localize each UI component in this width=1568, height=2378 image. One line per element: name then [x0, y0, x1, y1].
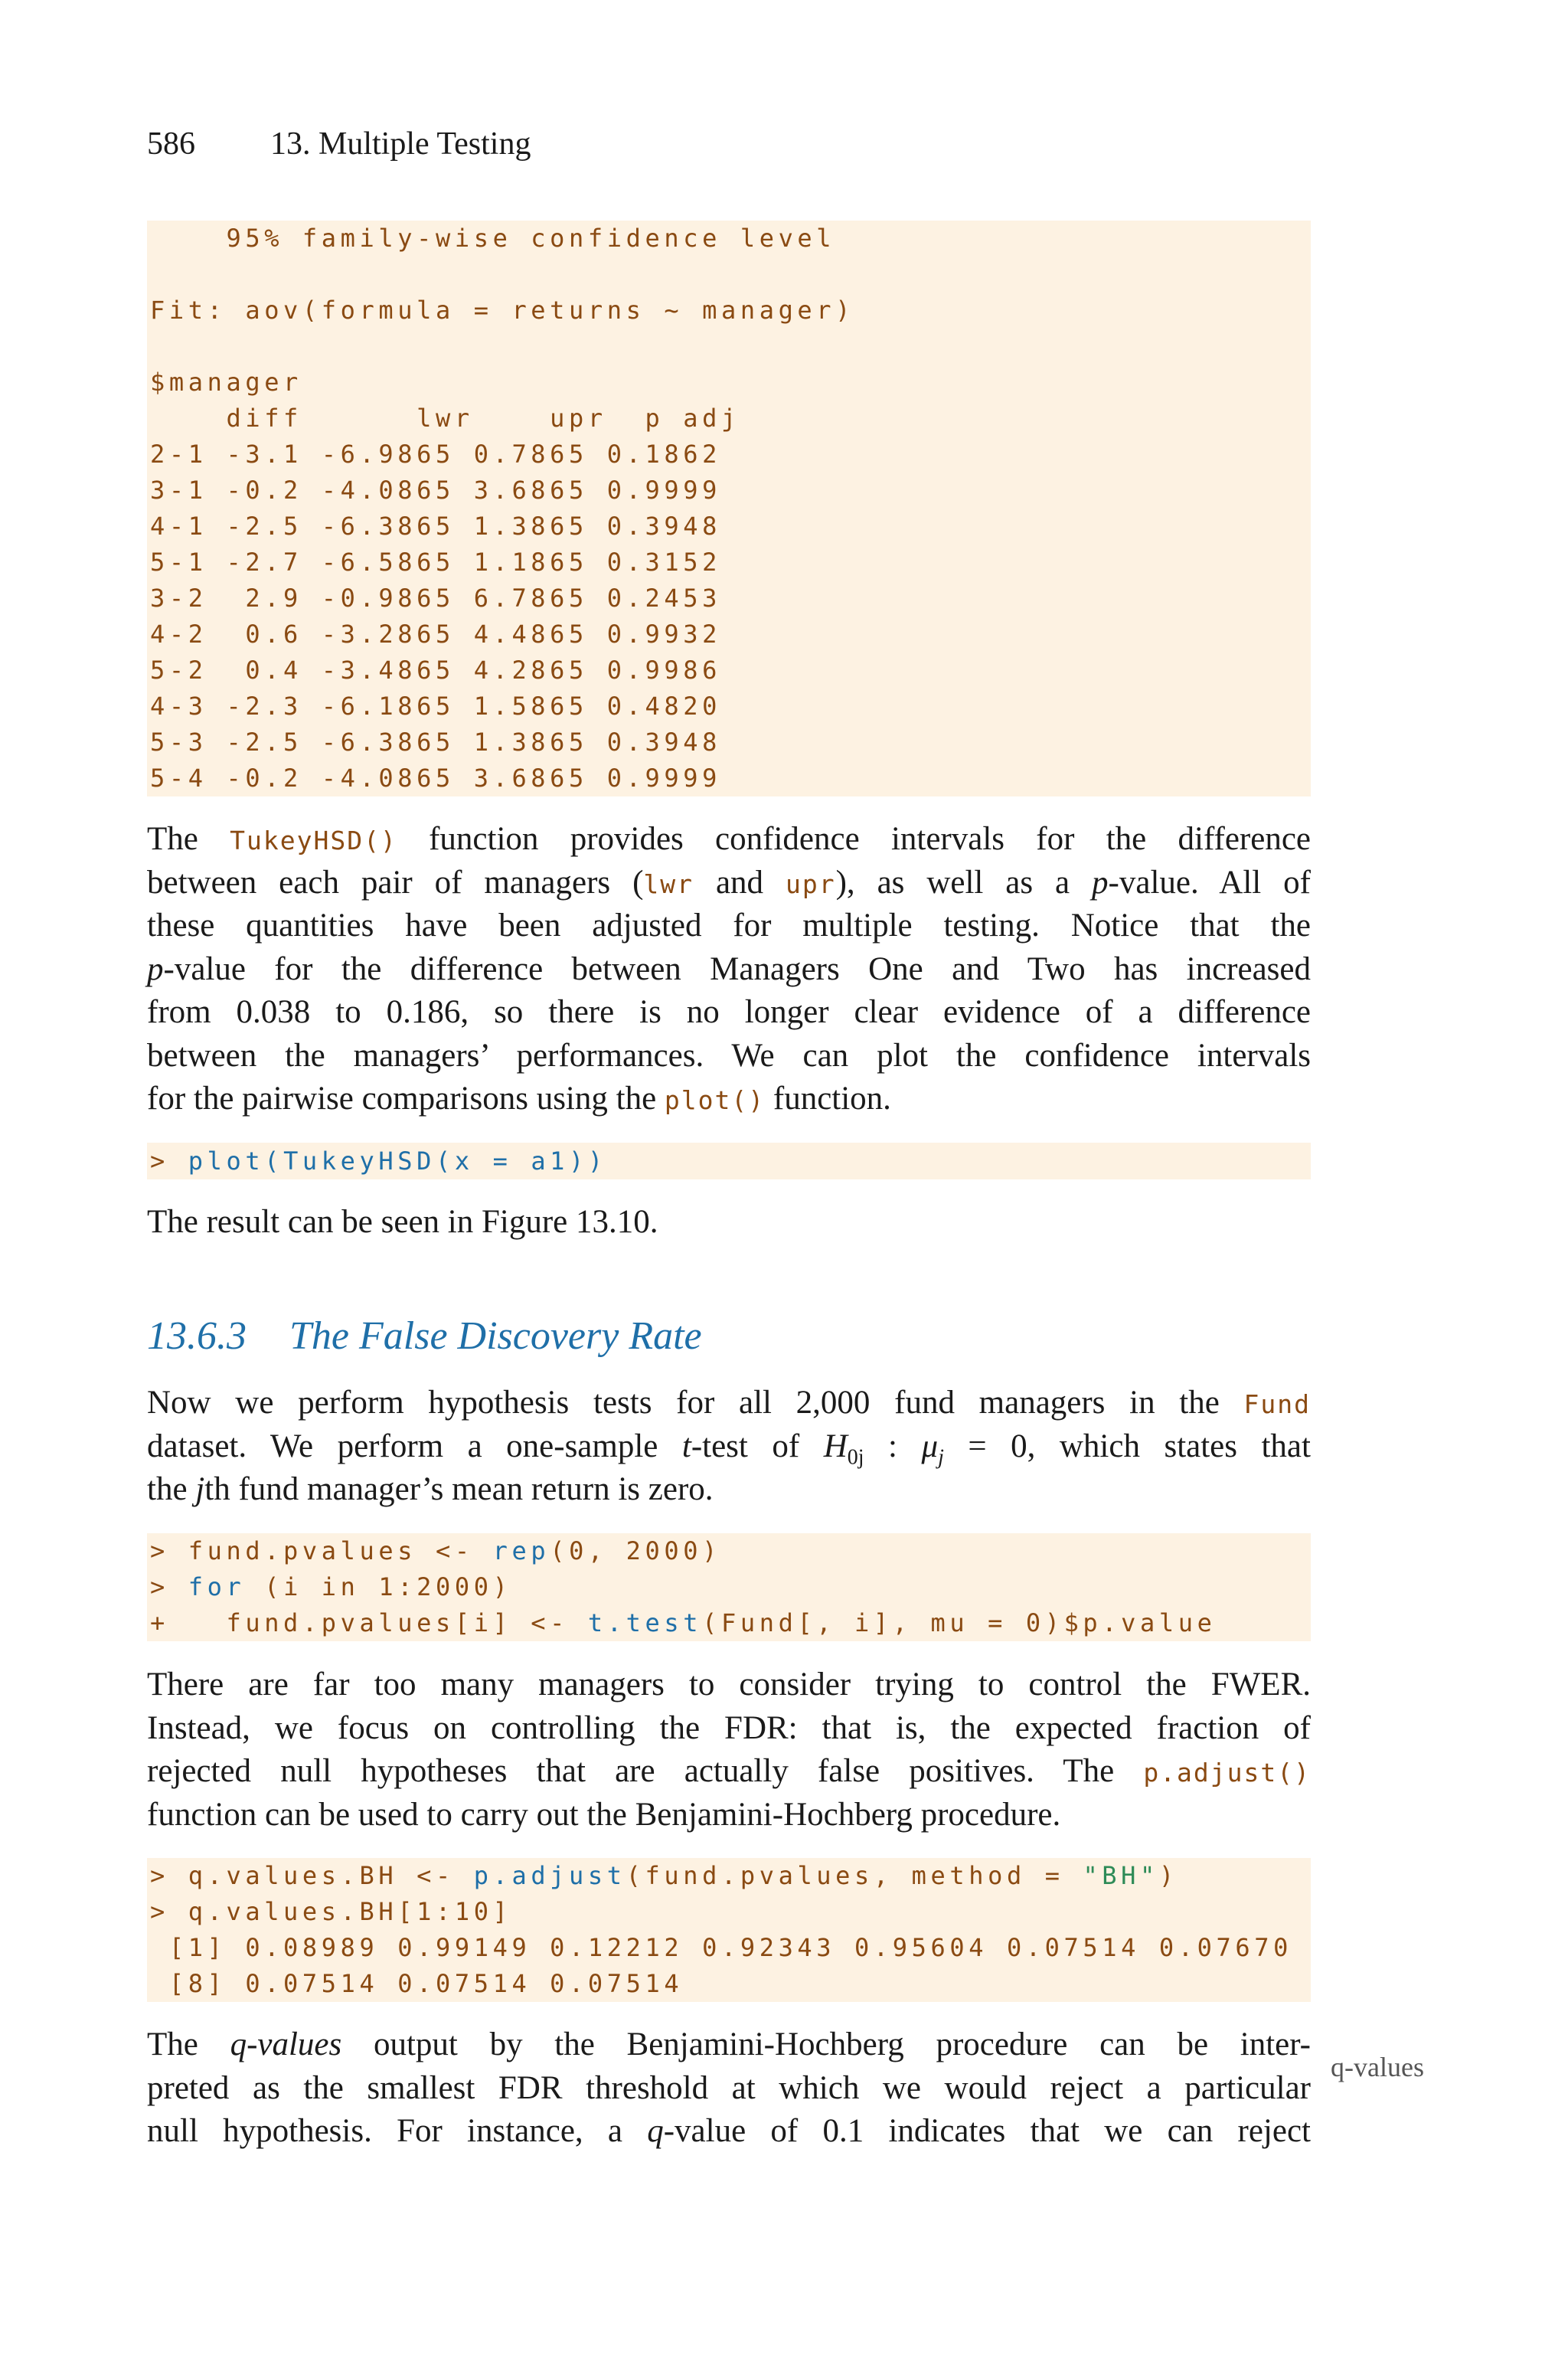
table-header: diff lwr upr p adj	[150, 404, 740, 433]
section-title: The False Discovery Rate	[289, 1314, 702, 1358]
paragraph-fund: Now we perform hypothesis tests for all 2,000 fund managers in the Fund dataset. We perform a one-sample t-test of $H_{0j}$ : $\mu_j = 0$, which states that the jth fund manager’s mean return is zero.	[147, 1385, 1311, 1507]
page-header	[147, 126, 531, 162]
table-row: 2-1 -3.1 -6.9865 0.7865 0.1862	[150, 440, 721, 469]
inline-code: Fund	[1243, 1389, 1311, 1419]
table-row: 4-3 -2.3 -6.1865 1.5865 0.4820	[150, 692, 721, 721]
section-number: 13.6.3	[147, 1314, 247, 1358]
paragraph-qvalues: The q-values output by the Benjamini-Hochberg procedure can be inter- preted as the smallest FDR threshold at which we would reject a particular null hypothesis. For instance, a q-value of 0.1 indicates that we can reject	[147, 2026, 1312, 2149]
table-row: 3-1 -0.2 -4.0865 3.6865 0.9999	[150, 476, 721, 505]
code-loop-block: > fund.pvalues <- rep(0, 2000) > for (i in 1:2000) + fund.pvalues[i] <- t.test(Fund[, i], mu = 0)$p.value	[147, 1533, 1311, 1641]
paragraph-result: The result can be seen in Figure 13.10.	[147, 1204, 658, 1240]
inline-code: plot()	[664, 1085, 766, 1115]
margin-note: q-values	[1331, 2052, 1424, 2082]
paragraph-fdr: There are far too many managers to consider trying to control the FWER. Instead, we focus on controlling the FDR: that is, the expected fraction of rejected null hypotheses that are actually false positives. The p.adjust() function can be used to carry out the Benjamini-Hochberg procedure.	[147, 1667, 1311, 1833]
page-number: 586	[147, 126, 195, 162]
inline-code: TukeyHSD()	[230, 826, 397, 855]
table-row: 4-2 0.6 -3.2865 4.4865 0.9932	[150, 620, 721, 649]
table-row: 3-2 2.9 -0.9865 6.7865 0.2453	[150, 584, 721, 613]
inline-code: p.adjust()	[1143, 1758, 1311, 1788]
code-line: Fit: aov(formula = returns ~ manager)	[150, 296, 855, 325]
table-row: 5-3 -2.5 -6.3865 1.3865 0.3948	[150, 728, 721, 757]
section-heading	[147, 1313, 702, 1359]
table-row: 4-1 -2.5 -6.3865 1.3865 0.3948	[150, 512, 721, 541]
code-line: $manager	[150, 368, 302, 397]
table-row: 5-1 -2.7 -6.5865 1.1865 0.3152	[150, 548, 721, 577]
chapter-title: 13. Multiple Testing	[270, 126, 531, 162]
table-row: 5-2 0.4 -3.4865 4.2865 0.9986	[150, 656, 721, 685]
code-line: 95% family-wise confidence level	[150, 224, 836, 253]
table-row: 5-4 -0.2 -4.0865 3.6865 0.9999	[150, 764, 721, 793]
code-bh-block: > q.values.BH <- p.adjust(fund.pvalues, method = "BH") > q.values.BH[1:10] [1] 0.08989 0.99149 0.12212 0.92343 0.95604 0.07514 0.07670 [8] 0.07514 0.07514 0.07514	[147, 1858, 1311, 2002]
paragraph-tukey: The TukeyHSD() function provides confidence intervals for the difference between each pair of managers (lwr and upr), as well as a p-value. All of these quantities have been adjusted for multiple testing. Notice that the p-value for the difference between Managers One and Two has increased from 0.038 to 0.186, so there is no longer clear evidence of a difference between the managers’ performances. We can plot the confidence intervals for the pairwise comparisons using the plot() function.	[147, 821, 1311, 1117]
code-plot-block: > plot(TukeyHSD(x = a1))	[147, 1143, 1311, 1179]
code-line	[150, 257, 1311, 293]
inline-code: lwr	[643, 868, 694, 899]
inline-code: upr	[785, 868, 836, 899]
code-line	[150, 329, 1311, 365]
tukey-output-block	[147, 221, 1311, 796]
